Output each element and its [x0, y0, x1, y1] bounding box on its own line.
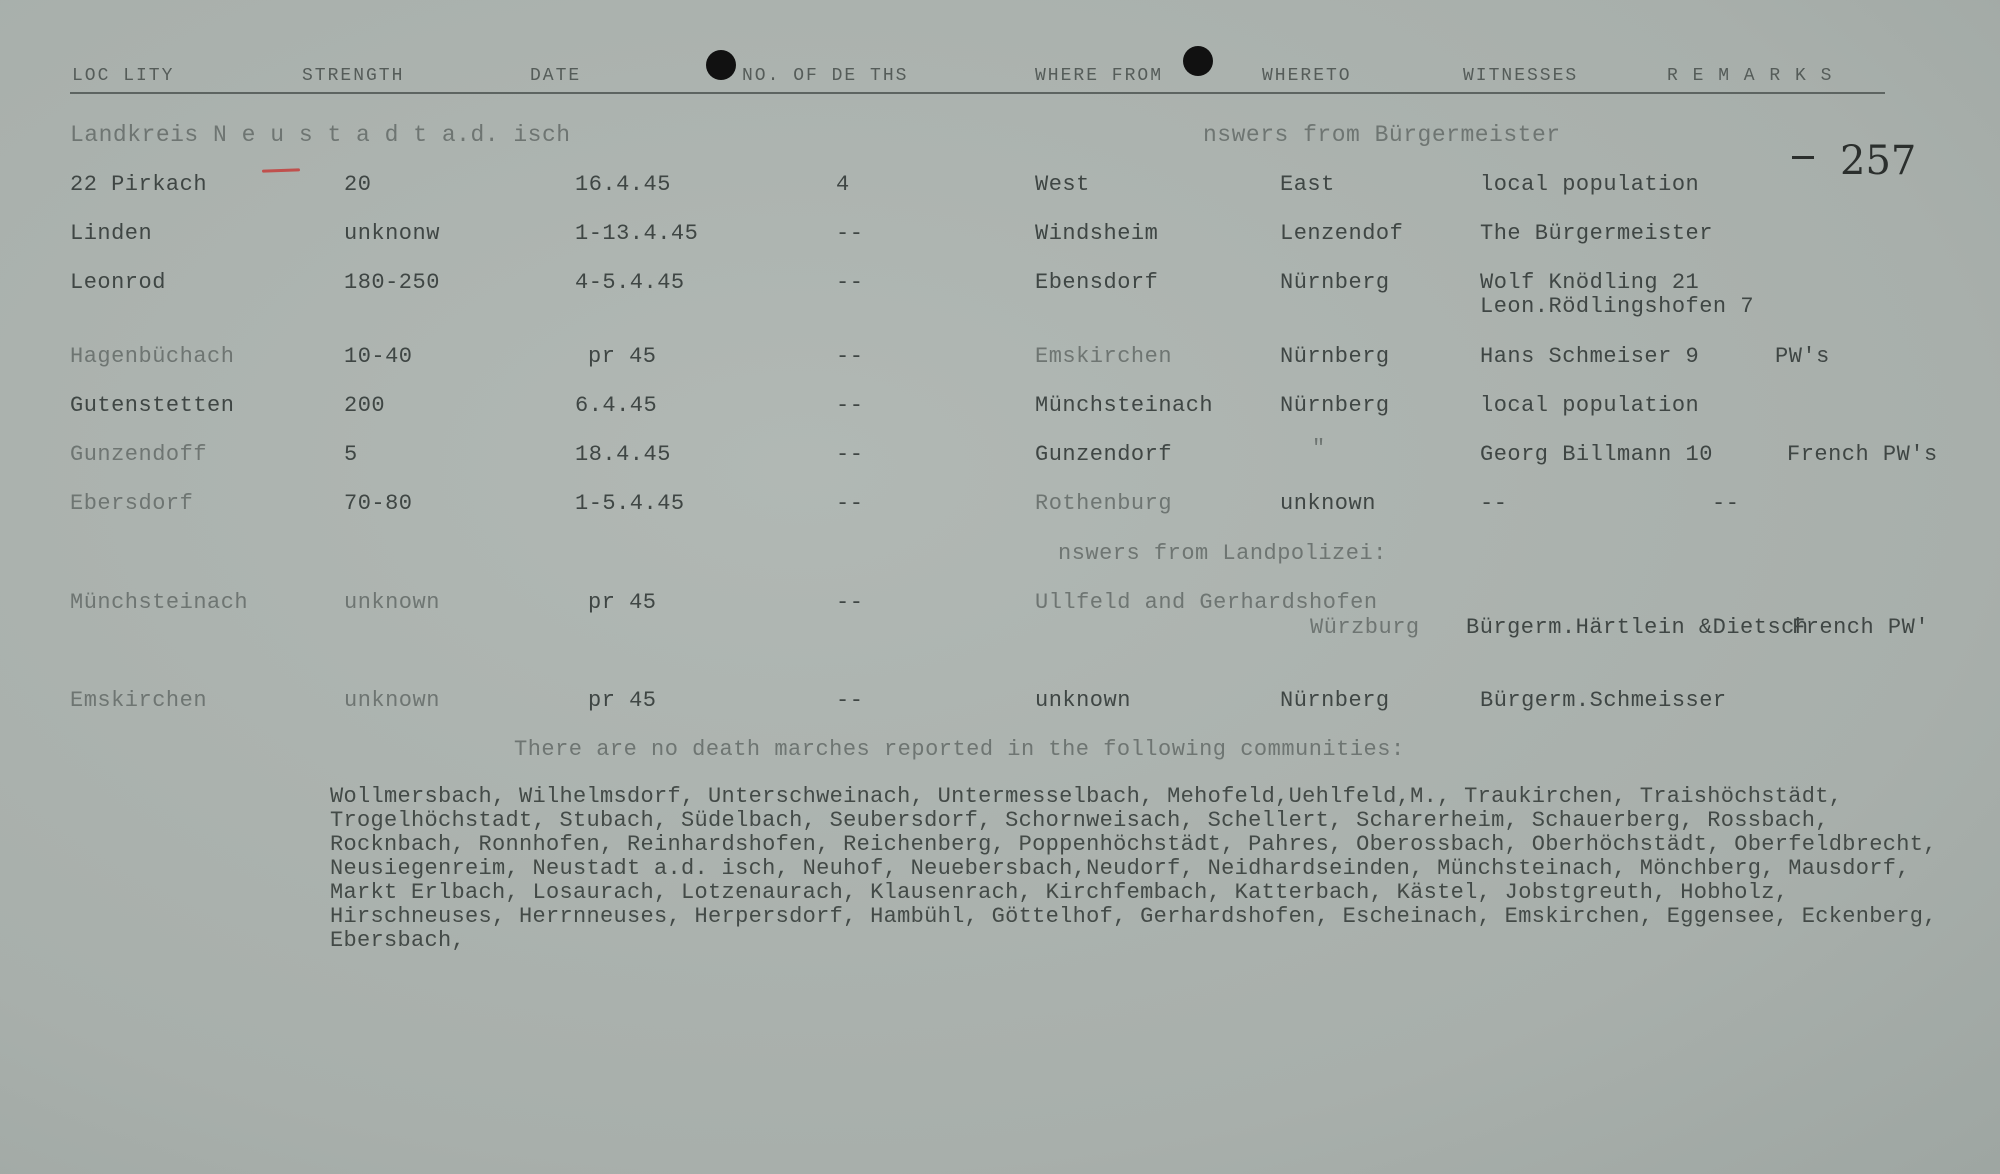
cell-deaths: -- [836, 442, 864, 467]
cell-strength: unknonw [344, 221, 440, 246]
cell-witnesses: Bürgerm.Härtlein &Dietsch [1466, 615, 1809, 640]
cell-from: Gunzendorf [1035, 442, 1173, 467]
district-title: Landkreis N e u s t a d t a.d. isch [70, 122, 571, 148]
cell-to: Nürnberg [1280, 393, 1390, 418]
cell-from: Münchsteinach [1035, 393, 1214, 418]
cell-from: West [1035, 172, 1090, 197]
cell-from: unknown [1035, 688, 1131, 713]
cell-strength: 200 [344, 393, 386, 418]
cell-from: Ebensdorf [1035, 270, 1159, 295]
cell-deaths: -- [836, 344, 864, 369]
cell-to: Würzburg [1310, 615, 1420, 640]
cell-date: 6.4.45 [575, 393, 658, 418]
cell-locality: Leonrod [70, 270, 166, 295]
cell-deaths: -- [836, 393, 864, 418]
cell-to: unknown [1280, 491, 1376, 516]
header-whereto: WHERETO [1262, 66, 1352, 86]
pencil-dash [1792, 156, 1814, 159]
cell-locality: Emskirchen [70, 688, 208, 713]
punch-hole [706, 50, 736, 80]
cell-deaths: 4 [836, 172, 850, 197]
cell-strength: 20 [344, 172, 372, 197]
cell-locality: Ebersdorf [70, 491, 194, 516]
cell-remarks: French PW' [1792, 615, 1930, 640]
cell-date: 18.4.45 [575, 442, 671, 467]
section-label-buergermeister: nswers from Bürgermeister [1203, 122, 1561, 148]
cell-to: Nürnberg [1280, 344, 1390, 369]
cell-strength: 180-250 [344, 270, 440, 295]
cell-strength: unknown [344, 590, 440, 615]
cell-witnesses: local population [1480, 172, 1700, 197]
page-stamp-number: 257 [1840, 138, 1917, 184]
header-remarks: R E M A R K S [1667, 66, 1834, 86]
cell-from: Rothenburg [1035, 491, 1173, 516]
header-witnesses: WITNESSES [1463, 66, 1579, 86]
cell-strength: 10-40 [344, 344, 413, 369]
punch-hole [1183, 46, 1213, 76]
no-marches-heading: There are no death marches reported in the following communities: [514, 737, 1405, 762]
cell-to: East [1280, 172, 1335, 197]
cell-from: Ullfeld and Gerhardshofen [1035, 590, 1378, 615]
header-wherefrom: WHERE FROM [1035, 66, 1164, 86]
section-label-landpolizei: nswers from Landpolizei: [1058, 541, 1387, 566]
cell-witnesses-2: Leon.Rödlingshofen 7 [1480, 294, 1755, 319]
cell-locality: Gutenstetten [70, 393, 235, 418]
cell-witnesses: -- [1480, 491, 1508, 516]
cell-locality: Gunzendoff [70, 442, 208, 467]
cell-strength: 70-80 [344, 491, 413, 516]
cell-locality: 22 Pirkach [70, 172, 208, 197]
cell-date: pr 45 [588, 590, 657, 615]
header-deaths: NO. OF DE THS [742, 66, 909, 86]
cell-remarks: French PW's [1787, 442, 1938, 467]
cell-witnesses: Hans Schmeiser 9 [1480, 344, 1700, 369]
cell-witnesses: The Bürgermeister [1480, 221, 1713, 246]
cell-locality: Hagenbüchach [70, 344, 235, 369]
header-locality: LOC LITY [72, 66, 175, 86]
cell-to: Lenzendof [1280, 221, 1404, 246]
cell-strength: unknown [344, 688, 440, 713]
cell-deaths: -- [836, 590, 864, 615]
communities-list: Wollmersbach, Wilhelmsdorf, Unterschweinach, Untermesselbach, Mehofeld,Uehlfeld,M., Traukirchen, Traishöchstädt, Trogelhöchstadt, Stubach, Südelbach, Seubersdorf, Schornweisach, Schellert, Scharerheim, Schauerberg, Rossbach, Rocknbach, Ronnhofen, Reinhardshofen, Reichenberg, Poppenhöchstädt, Pahres, Oberossbach, Oberhöchstädt, Oberfeldbrecht, Neusiegenreim, Neustadt a.d. isch, Neuhof, Neuebersbach,Neudorf, Neidhardseinden, Münchsteinach, Mönchberg, Mausdorf, Markt Erlbach, Losaurach, Lotzenaurach, Klausenrach, Kirchfembach, Katterbach, Kästel, Jobstgreuth, Hobholz, Hirschneuses, Herrnneuses, Herpersdorf, Hambühl, Göttelhof, Gerhardshofen, Escheinach, Emskirchen, Eggensee, Eckenberg, Ebersbach, [330, 784, 1937, 953]
cell-remarks: PW's [1775, 344, 1830, 369]
cell-date: 1-13.4.45 [575, 221, 699, 246]
cell-date: pr 45 [588, 688, 657, 713]
cell-to: Nürnberg [1280, 270, 1390, 295]
cell-to-ditto: " [1312, 436, 1326, 461]
cell-witnesses: Wolf Knödling 21 [1480, 270, 1700, 295]
cell-date: 4-5.4.45 [575, 270, 685, 295]
cell-to: Nürnberg [1280, 688, 1390, 713]
cell-remarks: -- [1712, 491, 1740, 516]
cell-date: pr 45 [588, 344, 657, 369]
cell-from: Windsheim [1035, 221, 1159, 246]
cell-date: 16.4.45 [575, 172, 671, 197]
red-pencil-mark [262, 168, 300, 172]
cell-locality: Münchsteinach [70, 590, 249, 615]
cell-deaths: -- [836, 270, 864, 295]
header-rule [70, 92, 1885, 94]
header-date: DATE [530, 66, 582, 86]
cell-deaths: -- [836, 688, 864, 713]
cell-from: Emskirchen [1035, 344, 1173, 369]
cell-deaths: -- [836, 491, 864, 516]
cell-witnesses: local population [1480, 393, 1700, 418]
cell-witnesses: Bürgerm.Schmeisser [1480, 688, 1727, 713]
cell-locality: Linden [70, 221, 153, 246]
cell-strength: 5 [344, 442, 358, 467]
cell-date: 1-5.4.45 [575, 491, 685, 516]
cell-deaths: -- [836, 221, 864, 246]
cell-witnesses: Georg Billmann 10 [1480, 442, 1713, 467]
header-strength: STRENGTH [302, 66, 405, 86]
